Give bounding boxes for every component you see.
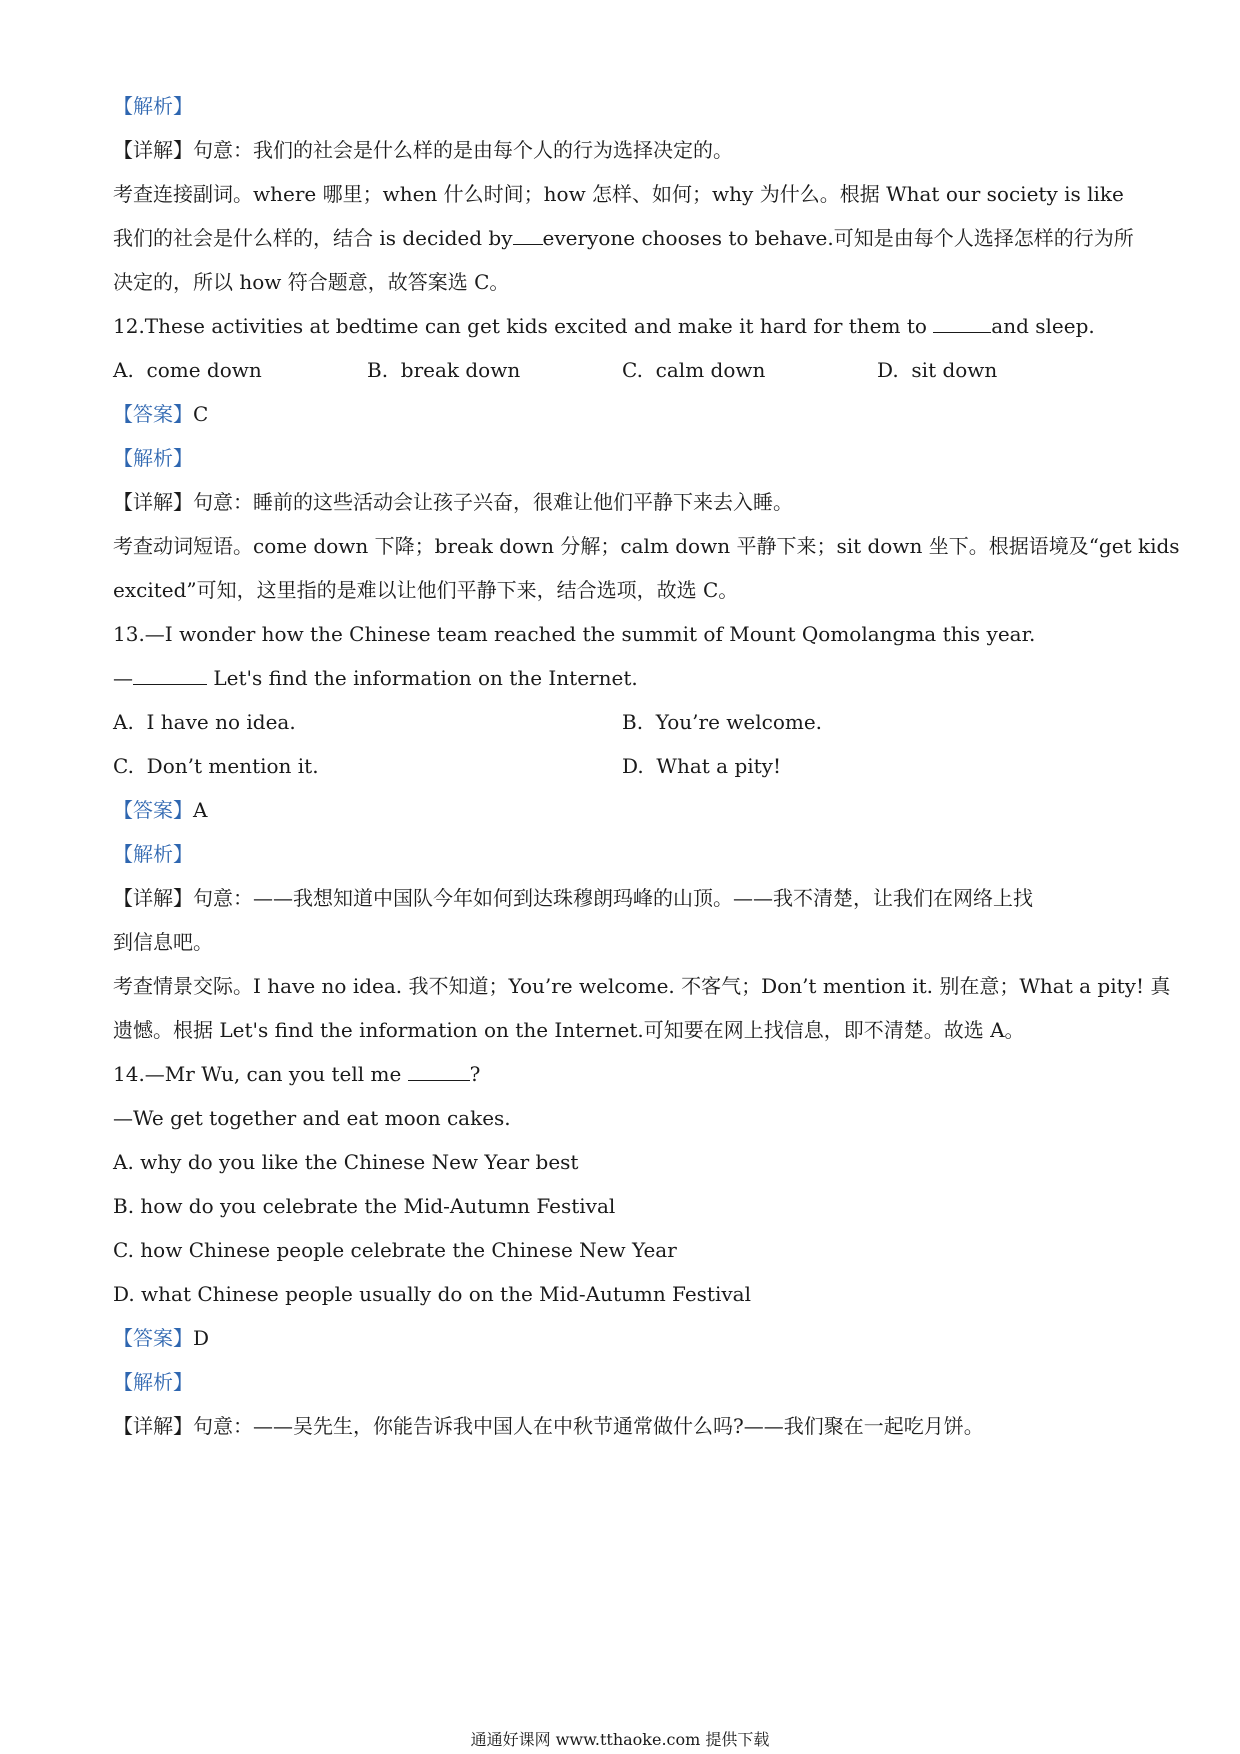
q12-option-d: D. sit down bbox=[877, 358, 998, 382]
q12-answer: 【答案】C bbox=[113, 402, 209, 426]
q12-option-a: A. come down bbox=[113, 358, 262, 382]
q12-explanation-line-1: 考查动词短语。come down 下降；break down 分解；calm down 平静下来；sit down 坐下。根据语境及“get kids bbox=[113, 534, 1180, 558]
q13-stem-line-1: 13.—I wonder how the Chinese team reached the summit of Mount Qomolangma this year. bbox=[113, 622, 1036, 646]
q12-option-b: B. break down bbox=[367, 358, 521, 382]
fill-blank bbox=[933, 312, 991, 333]
q14-option-d: D. what Chinese people usually do on the Mid-Autumn Festival bbox=[113, 1282, 751, 1306]
q11-detail: 【详解】句意：我们的社会是什么样的是由每个人的行为选择决定的。 bbox=[113, 138, 733, 162]
q13-option-d: D. What a pity! bbox=[622, 754, 782, 778]
q12-stem: 12.These activities at bedtime can get kids excited and make it hard for them to and sleep. bbox=[113, 314, 1095, 338]
q13-detail-line-1: 【详解】句意：——我想知道中国队今年如何到达珠穆朗玛峰的山顶。——我不清楚，让我们在网络上找 bbox=[113, 886, 1033, 910]
q13-answer: 【答案】A bbox=[113, 798, 208, 822]
q13-detail-line-2: 到信息吧。 bbox=[113, 930, 213, 954]
q14-option-b: B. how do you celebrate the Mid-Autumn Festival bbox=[113, 1194, 616, 1218]
q14-option-c: C. how Chinese people celebrate the Chinese New Year bbox=[113, 1238, 677, 1262]
q11-explanation-line-1: 考查连接副词。where 哪里；when 什么时间；how 怎样、如何；why 为什么。根据 What our society is like bbox=[113, 182, 1124, 206]
q11-analysis-tag: 【解析】 bbox=[113, 94, 193, 118]
q13-option-c: C. Don’t mention it. bbox=[113, 754, 319, 778]
q13-stem-line-2: — Let's find the information on the Internet. bbox=[113, 666, 638, 690]
q13-option-a: A. I have no idea. bbox=[113, 710, 296, 734]
q13-explanation-line-1: 考查情景交际。I have no idea. 我不知道；You’re welcome. 不客气；Don’t mention it. 别在意；What a pity! 真 bbox=[113, 974, 1171, 998]
fill-blank bbox=[133, 664, 207, 685]
q11-explanation-line-3: 决定的，所以 how 符合题意，故答案选 C。 bbox=[113, 270, 510, 294]
q11-explanation-line-2: 我们的社会是什么样的，结合 is decided by everyone chooses to behave.可知是由每个人选择怎样的行为所 bbox=[113, 226, 1134, 250]
q14-option-a: A. why do you like the Chinese New Year best bbox=[113, 1150, 579, 1174]
q14-detail: 【详解】句意：——吴先生，你能告诉我中国人在中秋节通常做什么吗?——我们聚在一起吃月饼。 bbox=[113, 1414, 984, 1438]
fill-blank bbox=[408, 1060, 470, 1081]
q14-answer: 【答案】D bbox=[113, 1326, 210, 1350]
q14-analysis-tag: 【解析】 bbox=[113, 1370, 193, 1394]
q12-detail: 【详解】句意：睡前的这些活动会让孩子兴奋，很难让他们平静下来去入睡。 bbox=[113, 490, 793, 514]
fill-blank bbox=[513, 224, 543, 245]
q12-explanation-line-2: excited”可知，这里指的是难以让他们平静下来，结合选项，故选 C。 bbox=[113, 578, 739, 602]
q13-option-b: B. You’re welcome. bbox=[622, 710, 823, 734]
q13-analysis-tag: 【解析】 bbox=[113, 842, 193, 866]
q14-stem-line-1: 14.—Mr Wu, can you tell me ? bbox=[113, 1062, 481, 1086]
page-footer: 通通好课网 www.tthaoke.com 提供下载 bbox=[470, 1730, 770, 1749]
q14-stem-line-2: —We get together and eat moon cakes. bbox=[113, 1106, 511, 1130]
q12-option-c: C. calm down bbox=[622, 358, 766, 382]
q13-explanation-line-2: 遗憾。根据 Let's find the information on the Internet.可知要在网上找信息，即不清楚。故选 A。 bbox=[113, 1018, 1025, 1042]
q12-analysis-tag: 【解析】 bbox=[113, 446, 193, 470]
